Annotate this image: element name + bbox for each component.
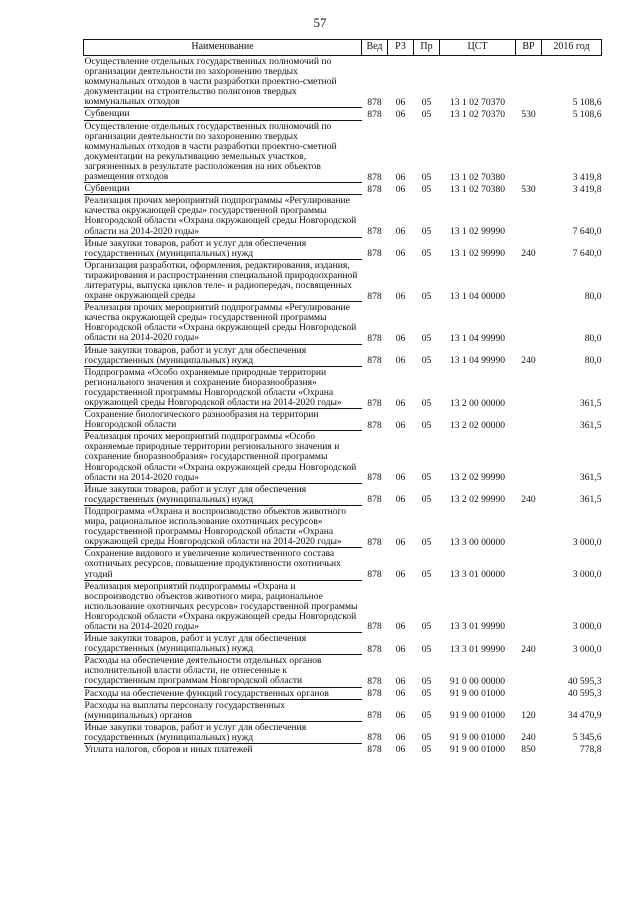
row-cst: 13 2 02 99990 bbox=[449, 494, 506, 506]
row-cst: 13 3 01 00000 bbox=[449, 569, 506, 580]
row-rz: 06 bbox=[395, 96, 406, 108]
row-amount: 778,8 bbox=[579, 744, 602, 755]
row-cst: 13 1 02 99990 bbox=[449, 248, 506, 260]
row-vr: 850 bbox=[521, 744, 536, 755]
row-cst: 91 0 00 00000 bbox=[449, 675, 506, 687]
row-vr bbox=[516, 431, 542, 483]
row-name: Иные закупки товаров, работ и услуг для обеспечения государственных (муниципальных) нужд bbox=[84, 344, 362, 366]
row-ved: 878 bbox=[367, 643, 382, 655]
row-rz: 06 bbox=[395, 643, 406, 655]
table-row bbox=[84, 505, 602, 547]
row-name: Реализация прочих мероприятий подпрограммы «Регулирование качества окружающей среды» государственной программы Новгородской области «Охрана окружающей среды Новгородской области на 2014-2020 годы» bbox=[84, 195, 362, 237]
row-amount: 80,0 bbox=[584, 332, 602, 344]
row-name: Расходы на обеспечение функций государственных органов bbox=[84, 687, 362, 699]
row-vr bbox=[516, 580, 542, 632]
row-ved: 878 bbox=[367, 397, 382, 409]
row-name: Расходы на выплаты персоналу государственных (муниципальных) органов bbox=[84, 699, 362, 721]
row-amount: 3 000,0 bbox=[572, 643, 602, 655]
row-pr: 05 bbox=[421, 226, 432, 237]
row-cst: 91 9 00 01000 bbox=[449, 710, 506, 722]
row-pr: 05 bbox=[421, 494, 432, 506]
header-name: Наименование bbox=[84, 40, 362, 56]
row-cst: 13 1 04 99990 bbox=[449, 355, 506, 367]
header-vr: ВР bbox=[516, 40, 542, 56]
row-cst: 13 1 02 70380 bbox=[449, 171, 506, 183]
row-cst: 13 1 02 70370 bbox=[449, 96, 506, 108]
row-pr: 05 bbox=[421, 355, 432, 367]
row-amount: 3 000,0 bbox=[572, 536, 602, 548]
row-pr: 05 bbox=[421, 171, 432, 183]
table-row bbox=[84, 120, 602, 183]
row-cst: 91 9 00 01000 bbox=[449, 688, 506, 700]
row-ved: 878 bbox=[367, 171, 382, 183]
row-ved: 878 bbox=[367, 355, 382, 367]
row-cst: 13 1 02 99990 bbox=[449, 226, 506, 237]
row-ved: 878 bbox=[367, 332, 382, 344]
row-cst: 13 2 00 00000 bbox=[449, 397, 506, 409]
row-amount: 80,0 bbox=[584, 290, 602, 302]
table-body bbox=[84, 56, 602, 756]
table-row bbox=[84, 366, 602, 408]
row-rz: 06 bbox=[395, 397, 406, 409]
row-rz: 06 bbox=[395, 536, 406, 548]
row-cst: 13 1 02 70370 bbox=[449, 108, 506, 120]
row-pr: 05 bbox=[421, 675, 432, 687]
row-amount: 80,0 bbox=[584, 355, 602, 367]
row-rz: 06 bbox=[395, 621, 406, 633]
row-ved: 878 bbox=[367, 710, 382, 722]
row-ved: 878 bbox=[367, 472, 382, 484]
row-name: Подпрограмма «Охрана и воспроизводство объектов животного мира, рациональное использование охотничьих ресурсов» государственной программы Новгородской области «Охрана окружающей среды Новгородской области на 2014-2020 годы» bbox=[84, 505, 362, 547]
row-rz: 06 bbox=[395, 710, 406, 722]
header-year: 2016 год bbox=[542, 40, 602, 56]
row-rz: 06 bbox=[395, 290, 406, 302]
table-row bbox=[84, 721, 602, 743]
row-cst: 13 1 02 70380 bbox=[449, 183, 506, 195]
table-row bbox=[84, 548, 602, 580]
row-rz: 06 bbox=[395, 171, 406, 183]
row-vr: 240 bbox=[521, 355, 536, 367]
row-vr bbox=[516, 548, 542, 580]
row-ved: 878 bbox=[367, 183, 382, 195]
row-rz: 06 bbox=[395, 569, 406, 580]
page-number: 57 bbox=[313, 15, 327, 30]
row-vr: 530 bbox=[521, 108, 536, 120]
row-rz: 06 bbox=[395, 332, 406, 344]
row-pr: 05 bbox=[421, 472, 432, 484]
row-cst: 13 1 04 99990 bbox=[449, 332, 506, 344]
row-ved: 878 bbox=[367, 248, 382, 260]
row-rz: 06 bbox=[395, 355, 406, 367]
header-cst: ЦСТ bbox=[440, 40, 516, 56]
row-name: Иные закупки товаров, работ и услуг для обеспечения государственных (муниципальных) нужд bbox=[84, 237, 362, 259]
row-amount: 5 108,6 bbox=[572, 108, 602, 120]
row-cst: 13 2 02 00000 bbox=[449, 419, 506, 431]
header-rz: РЗ bbox=[388, 40, 414, 56]
row-name: Организация разработки, оформления, редактирования, издания, тиражирования и распространения специальной природоохранной литературы, выпуска циклов теле- и радиопередач, посвященных охране окружающей среды bbox=[84, 259, 362, 301]
row-vr: 240 bbox=[521, 643, 536, 655]
row-name: Уплата налогов, сборов и иных платежей bbox=[84, 744, 362, 756]
row-ved: 878 bbox=[367, 536, 382, 548]
row-rz: 06 bbox=[395, 226, 406, 237]
row-name: Иные закупки товаров, работ и услуг для обеспечения государственных (муниципальных) нужд bbox=[84, 483, 362, 505]
row-rz: 06 bbox=[395, 419, 406, 431]
row-pr: 05 bbox=[421, 290, 432, 302]
row-vr: 240 bbox=[521, 732, 536, 744]
row-amount: 3 419,8 bbox=[572, 171, 602, 183]
row-vr bbox=[516, 195, 542, 237]
row-name: Осуществление отдельных государственных полномочий по организации деятельности по захоронению твердых коммунальных отходов в части разработки проектно-сметной документации на рекультивацию земельных участков, загрязненных в результате расположения на них объектов размещения отходов bbox=[84, 120, 362, 183]
row-name: Субвенции bbox=[84, 183, 362, 195]
row-pr: 05 bbox=[421, 621, 432, 633]
header-pr: Пр bbox=[414, 40, 440, 56]
row-amount: 361,5 bbox=[579, 494, 602, 506]
row-amount: 361,5 bbox=[579, 419, 602, 431]
header-ved: Вед bbox=[362, 40, 388, 56]
row-rz: 06 bbox=[395, 108, 406, 120]
row-ved: 878 bbox=[367, 732, 382, 744]
row-pr: 05 bbox=[421, 419, 432, 431]
row-name: Реализация прочих мероприятий подпрограммы «Регулирование качества окружающей среды» государственной программы Новгородской области «Охрана окружающей среды Новгородской области на 2014-2020 годы» bbox=[84, 302, 362, 344]
row-vr: 240 bbox=[521, 248, 536, 260]
row-rz: 06 bbox=[395, 732, 406, 744]
row-vr bbox=[516, 655, 542, 687]
row-amount: 3 000,0 bbox=[572, 569, 602, 580]
row-ved: 878 bbox=[367, 494, 382, 506]
row-pr: 05 bbox=[421, 397, 432, 409]
row-pr: 05 bbox=[421, 643, 432, 655]
row-vr: 530 bbox=[521, 183, 536, 195]
table-row bbox=[84, 108, 602, 120]
row-rz: 06 bbox=[395, 744, 406, 755]
table-row bbox=[84, 302, 602, 344]
row-ved: 878 bbox=[367, 290, 382, 302]
row-amount: 5 345,6 bbox=[572, 732, 602, 744]
row-amount: 34 470,9 bbox=[567, 710, 602, 722]
row-amount: 5 108,6 bbox=[572, 96, 602, 108]
row-rz: 06 bbox=[395, 183, 406, 195]
table-row bbox=[84, 431, 602, 483]
row-name: Расходы на обеспечение деятельности отдельных органов исполнительной власти области, не отнесенные к государственным программам Новгородской области bbox=[84, 655, 362, 687]
row-ved: 878 bbox=[367, 744, 382, 755]
row-name: Сохранение видового и увеличение количественного состава охотничьих ресурсов, повышение продуктивности охотничьих угодий bbox=[84, 548, 362, 580]
row-vr bbox=[516, 687, 542, 699]
row-pr: 05 bbox=[421, 108, 432, 120]
row-name: Реализация мероприятий подпрограммы «Охрана и воспроизводство объектов животного мира, рациональное использование охотничьих ресурсов» государственной программы Новгородской области «Охрана окружающей среды Новгородской области на 2014-2020 годы» bbox=[84, 580, 362, 632]
table-row bbox=[84, 633, 602, 655]
row-name: Иные закупки товаров, работ и услуг для обеспечения государственных (муниципальных) нужд bbox=[84, 633, 362, 655]
row-name: Подпрограмма «Особо охраняемые природные территории регионального значения и сохранение биоразнообразия» государственной программы Новгородской области «Охрана окружающей среды Новгородской области на 2014-2020 годы» bbox=[84, 366, 362, 408]
table-row bbox=[84, 483, 602, 505]
row-name: Субвенции bbox=[84, 108, 362, 120]
table-row bbox=[84, 687, 602, 699]
row-amount: 40 595,3 bbox=[567, 675, 602, 687]
table-row bbox=[84, 699, 602, 721]
row-pr: 05 bbox=[421, 744, 432, 755]
row-name: Реализация прочих мероприятий подпрограммы «Особо охраняемые природные территории регионального значения и сохранение биоразнообразия» государственной программы Новгородской области «Охрана окружающей среды Новгородской области на 2014-2020 годы» bbox=[84, 431, 362, 483]
row-pr: 05 bbox=[421, 248, 432, 260]
row-pr: 05 bbox=[421, 536, 432, 548]
row-vr bbox=[516, 302, 542, 344]
row-amount: 40 595,3 bbox=[567, 688, 602, 700]
row-rz: 06 bbox=[395, 248, 406, 260]
row-ved: 878 bbox=[367, 96, 382, 108]
row-cst: 13 2 02 99990 bbox=[449, 472, 506, 484]
row-amount: 361,5 bbox=[579, 397, 602, 409]
row-ved: 878 bbox=[367, 569, 382, 580]
row-rz: 06 bbox=[395, 675, 406, 687]
row-pr: 05 bbox=[421, 96, 432, 108]
row-vr bbox=[516, 409, 542, 431]
row-ved: 878 bbox=[367, 675, 382, 687]
table-row bbox=[84, 195, 602, 237]
row-vr bbox=[516, 259, 542, 301]
row-ved: 878 bbox=[367, 621, 382, 633]
row-amount: 3 419,8 bbox=[572, 183, 602, 195]
row-cst: 91 9 00 01000 bbox=[449, 732, 506, 744]
table-row bbox=[84, 237, 602, 259]
row-name: Осуществление отдельных государственных полномочий по организации деятельности по захоронению твердых коммунальных отходов в части разработки проектно-сметной документации на строительство полигонов твердых коммунальных отходов bbox=[84, 56, 362, 108]
table-row bbox=[84, 259, 602, 301]
row-vr bbox=[516, 505, 542, 547]
table-header-row bbox=[84, 40, 602, 56]
row-ved: 878 bbox=[367, 226, 382, 237]
row-pr: 05 bbox=[421, 732, 432, 744]
row-cst: 13 3 01 99990 bbox=[449, 643, 506, 655]
row-rz: 06 bbox=[395, 472, 406, 484]
row-rz: 06 bbox=[395, 494, 406, 506]
row-vr bbox=[516, 56, 542, 108]
row-vr: 120 bbox=[521, 710, 536, 722]
row-name: Иные закупки товаров, работ и услуг для обеспечения государственных (муниципальных) нужд bbox=[84, 721, 362, 743]
budget-table bbox=[83, 39, 602, 755]
table-row bbox=[84, 56, 602, 108]
table-row bbox=[84, 409, 602, 431]
table-row bbox=[84, 744, 602, 756]
row-cst: 13 3 01 99990 bbox=[449, 621, 506, 633]
row-ved: 878 bbox=[367, 688, 382, 700]
row-pr: 05 bbox=[421, 183, 432, 195]
table-row bbox=[84, 655, 602, 687]
row-rz: 06 bbox=[395, 688, 406, 700]
row-vr bbox=[516, 120, 542, 183]
row-cst: 13 1 04 00000 bbox=[449, 290, 506, 302]
row-pr: 05 bbox=[421, 332, 432, 344]
row-name: Сохранение биологического разнообразия на территории Новгородской области bbox=[84, 409, 362, 431]
table-row bbox=[84, 580, 602, 632]
row-amount: 7 640,0 bbox=[572, 226, 602, 237]
row-ved: 878 bbox=[367, 108, 382, 120]
table-row bbox=[84, 183, 602, 195]
row-ved: 878 bbox=[367, 419, 382, 431]
row-pr: 05 bbox=[421, 688, 432, 700]
row-amount: 361,5 bbox=[579, 472, 602, 484]
row-pr: 05 bbox=[421, 569, 432, 580]
row-amount: 7 640,0 bbox=[572, 248, 602, 260]
row-vr bbox=[516, 366, 542, 408]
row-vr: 240 bbox=[521, 494, 536, 506]
row-amount: 3 000,0 bbox=[572, 621, 602, 633]
row-pr: 05 bbox=[421, 710, 432, 722]
row-cst: 13 3 00 00000 bbox=[449, 536, 506, 548]
row-cst: 91 9 00 01000 bbox=[449, 744, 506, 755]
table-row bbox=[84, 344, 602, 366]
